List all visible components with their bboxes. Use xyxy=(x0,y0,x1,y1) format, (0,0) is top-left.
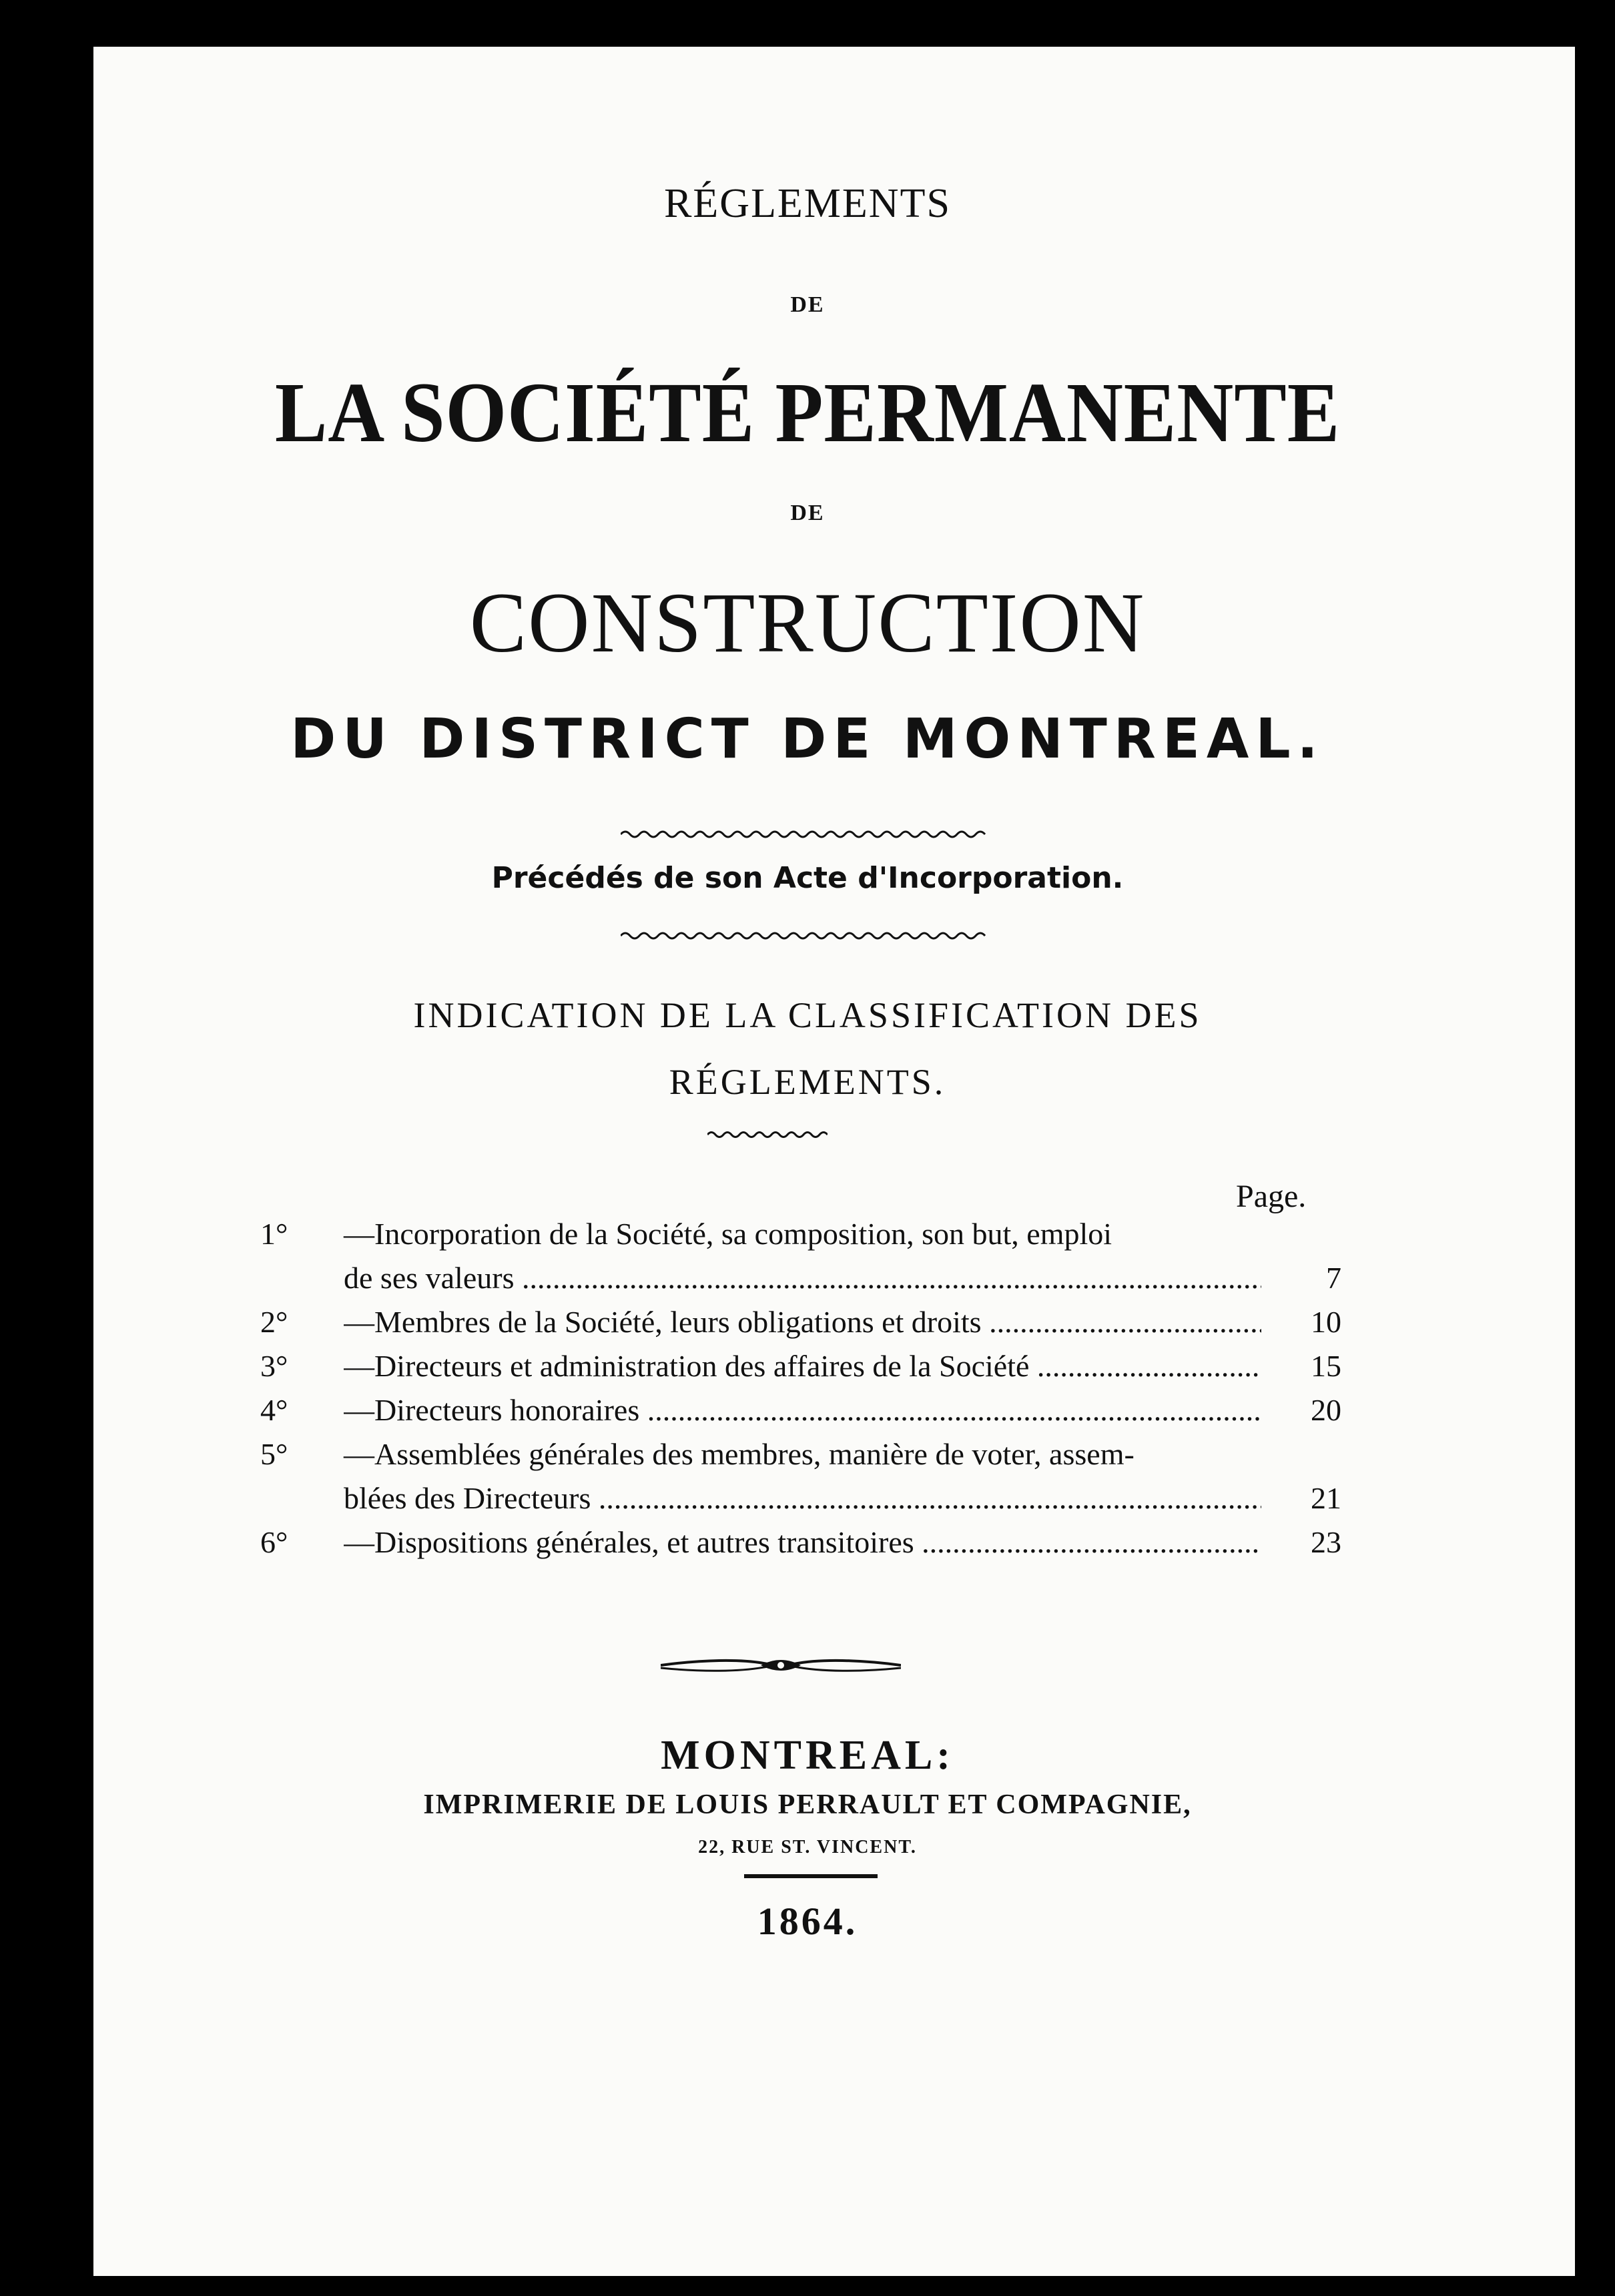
imprint-address: 22, RUE ST. VINCENT. xyxy=(698,1837,917,1857)
toc-number: 1° xyxy=(260,1217,288,1251)
toc-entry-continued xyxy=(260,1480,1341,1524)
title-district: DU DISTRICT DE MONTREAL. xyxy=(290,707,1325,771)
toc-page: 10 xyxy=(1311,1305,1341,1339)
toc-entry xyxy=(260,1436,1341,1480)
title-reglements: RÉGLEMENTS xyxy=(664,181,951,226)
toc-text: —Directeurs honoraires ..... xyxy=(344,1392,1261,1428)
wavy-rule xyxy=(707,1129,828,1140)
wavy-rule xyxy=(621,828,994,841)
imprint-year: 1864. xyxy=(757,1900,858,1943)
toc-page: 7 xyxy=(1326,1261,1341,1295)
imprint-city: MONTREAL: xyxy=(661,1733,954,1778)
toc-entry xyxy=(260,1392,1341,1436)
toc-text: —Membres de la Société, leurs obligations et droits ..... xyxy=(344,1304,1261,1340)
ornamental-rule xyxy=(661,1652,901,1679)
toc-text: —Incorporation de la Société, sa composition, son but, emploi xyxy=(344,1217,1112,1251)
toc-text: —Assemblées générales des membres, manière de voter, assem- xyxy=(344,1437,1135,1471)
index-heading-2: RÉGLEMENTS. xyxy=(669,1062,946,1102)
toc-number: 5° xyxy=(260,1437,288,1471)
toc-number: 4° xyxy=(260,1393,288,1427)
title-de: DE xyxy=(790,292,825,317)
toc-entry-continued xyxy=(260,1260,1341,1304)
table-of-contents xyxy=(260,1216,1341,1568)
toc-entry xyxy=(260,1348,1341,1392)
toc-number: 2° xyxy=(260,1305,288,1339)
index-heading: INDICATION DE LA CLASSIFICATION DES xyxy=(413,995,1202,1035)
subtitle-preceded: Précédés de son Acte d'Incorporation. xyxy=(491,861,1124,895)
toc-entry xyxy=(260,1304,1341,1348)
toc-text: —Directeurs et administration des affaires de la Société ..... xyxy=(344,1348,1261,1384)
title-de-2: DE xyxy=(790,501,825,525)
imprint-printer: IMPRIMERIE DE LOUIS PERRAULT ET COMPAGNIE, xyxy=(423,1789,1192,1820)
toc-text: —Dispositions générales, et autres transitoires ..... xyxy=(344,1524,1261,1560)
toc-number: 6° xyxy=(260,1525,288,1559)
toc-entry xyxy=(260,1524,1341,1568)
toc-page: 23 xyxy=(1311,1525,1341,1559)
toc-entry xyxy=(260,1216,1341,1260)
toc-page: 21 xyxy=(1311,1481,1341,1515)
wavy-rule xyxy=(621,929,994,942)
toc-page: 15 xyxy=(1311,1349,1341,1383)
toc-page: 20 xyxy=(1311,1393,1341,1427)
toc-number: 3° xyxy=(260,1349,288,1383)
title-societe-permanente: LA SOCIÉTÉ PERMANENTE xyxy=(274,365,1341,460)
page-column-label: Page. xyxy=(1236,1179,1307,1214)
title-construction: CONSTRUCTION xyxy=(469,575,1146,670)
toc-text: blées des Directeurs ..... xyxy=(344,1480,1261,1516)
toc-text: de ses valeurs ..... xyxy=(344,1260,1261,1296)
divider xyxy=(744,1874,878,1878)
